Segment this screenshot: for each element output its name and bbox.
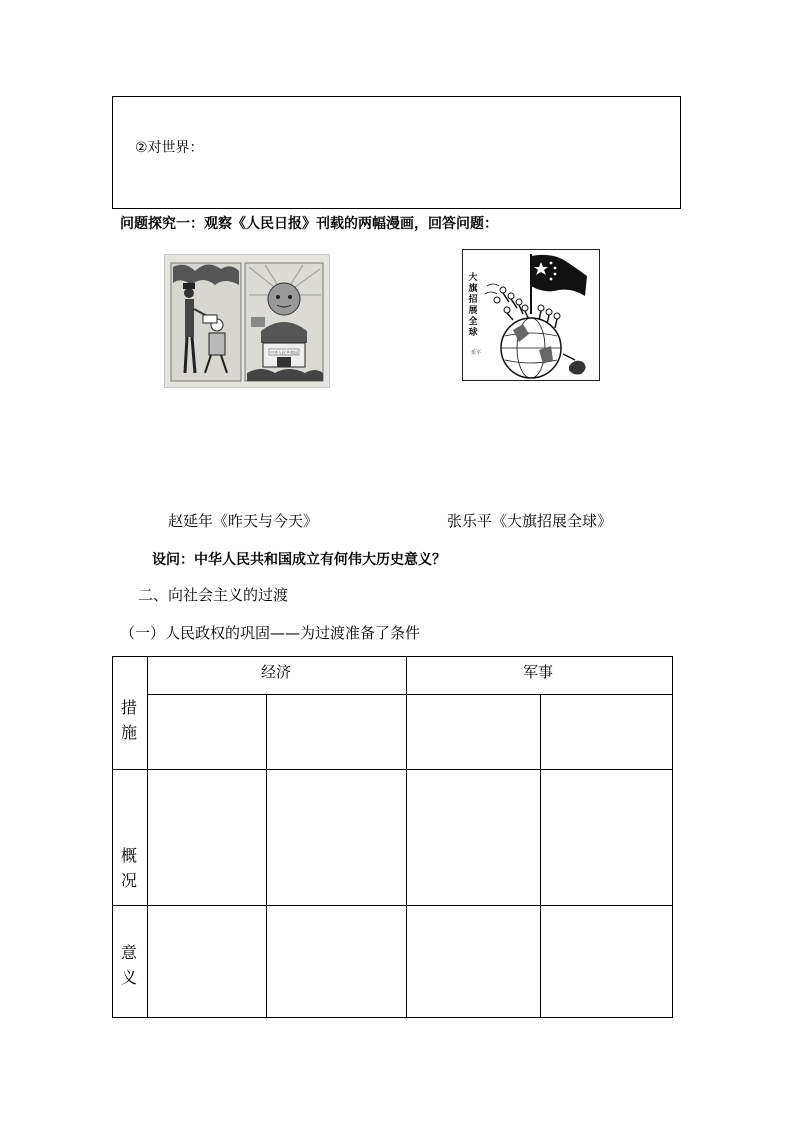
svg-text:乐平: 乐平: [471, 350, 482, 356]
inquiry-question: 设问：中华人民共和国成立有何伟大历史意义？: [152, 552, 446, 568]
table-col-divider: [266, 694, 267, 1017]
section-title: 二、向社会主义的过渡: [138, 586, 289, 604]
svg-text:招: 招: [468, 295, 478, 305]
cartoon-flag-world-image: [462, 249, 600, 381]
cartoon-yesterday-today-image: [164, 254, 330, 388]
table-col-divider: [406, 657, 407, 1017]
consolidation-table: [112, 656, 673, 1018]
svg-text:中华人民共和国: 中华人民共和国: [270, 350, 298, 355]
cartoon1-caption: 赵延年《昨天与今天》: [168, 512, 319, 530]
table-col-divider: [540, 694, 541, 1017]
row-label-overview: 概 况: [120, 846, 137, 890]
svg-text:旗: 旗: [468, 284, 478, 294]
svg-text:展: 展: [468, 306, 478, 316]
svg-text:全: 全: [468, 317, 478, 327]
subsection-title: （一）人民政权的巩固——为过渡准备了条件: [120, 624, 421, 642]
row-label-measures: 措 施: [120, 698, 137, 742]
table-col-divider: [147, 657, 148, 1017]
world-impact-label: ②对世界：: [135, 140, 204, 156]
row-label-significance: 意 义: [120, 943, 137, 987]
table-row-divider: [113, 769, 672, 770]
col-header-military: 军事: [523, 663, 554, 681]
col-header-economy: 经济: [261, 663, 292, 681]
svg-text:球: 球: [468, 328, 478, 338]
cartoon2-title-char-1: 大: [468, 273, 478, 283]
cartoon2-caption: 张乐平《大旗招展全球》: [447, 512, 613, 530]
table-header-divider: [147, 694, 672, 695]
inquiry-heading: 问题探究一：观察《人民日报》刊载的两幅漫画，回答问题：: [120, 216, 498, 232]
table-row-divider: [113, 905, 672, 906]
